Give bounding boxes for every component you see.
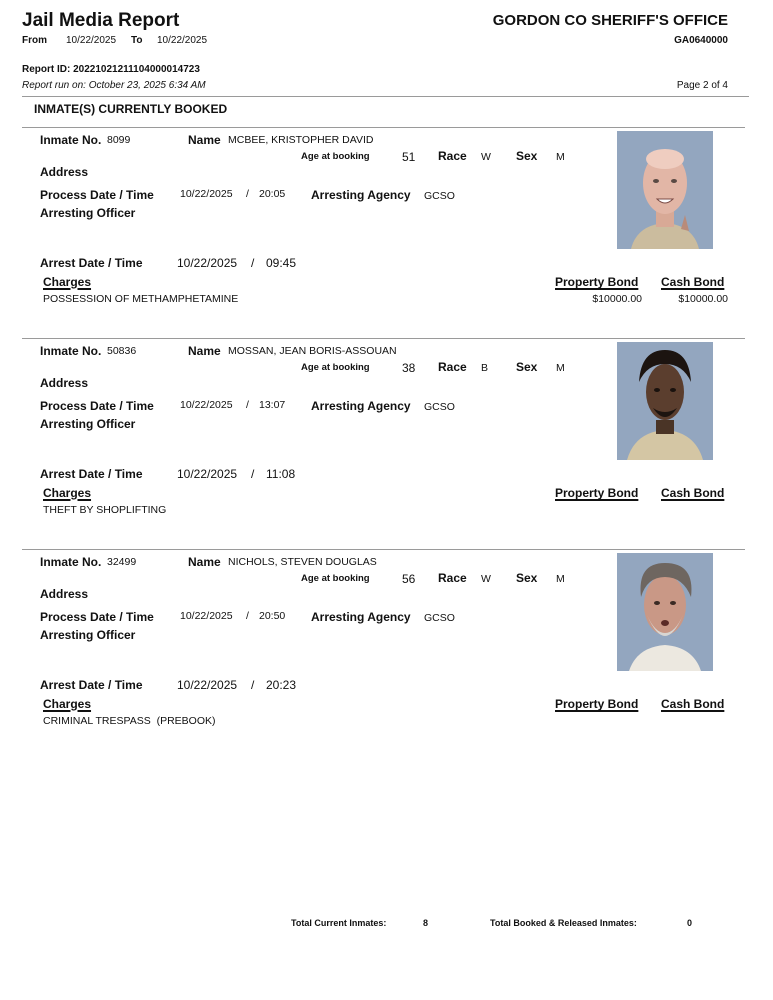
process-time: 20:50 — [259, 610, 286, 622]
arrest-date: 10/22/2025 — [177, 256, 238, 270]
sex-label: Sex — [516, 571, 538, 585]
report-run-on: Report run on: October 23, 2025 6:34 AM — [22, 80, 206, 91]
record-divider — [22, 549, 745, 550]
age-label: Age at booking — [301, 573, 370, 584]
from-label: From — [22, 35, 47, 46]
process-label: Process Date / Time — [40, 610, 154, 624]
arrest-time: 09:45 — [266, 256, 297, 270]
report-title: Jail Media Report — [22, 10, 180, 31]
arrest-slash: / — [251, 678, 255, 692]
race-label: Race — [438, 360, 467, 374]
name-label: Name — [188, 555, 221, 569]
booking-photo — [617, 342, 713, 460]
page-number: Page 2 of 4 — [676, 80, 728, 91]
process-date: 10/22/2025 — [180, 399, 233, 411]
age-label: Age at booking — [301, 362, 370, 373]
booking-photo — [617, 131, 713, 249]
property-bond-label: Property Bond — [555, 697, 639, 711]
charges-label: Charges — [43, 697, 92, 711]
arrest-label: Arrest Date / Time — [40, 256, 143, 270]
header-divider — [22, 96, 749, 97]
office-name: GORDON CO SHERIFF'S OFFICE — [492, 12, 728, 29]
age-value: 38 — [402, 361, 416, 375]
cash-bond-label: Cash Bond — [661, 486, 725, 500]
cash-bond-label: Cash Bond — [661, 275, 725, 289]
to-date: 10/22/2025 — [157, 35, 208, 46]
name-label: Name — [188, 344, 221, 358]
sex-label: Sex — [516, 360, 538, 374]
inmate-no: 8099 — [107, 134, 131, 146]
inmate-no-label: Inmate No. — [40, 133, 102, 147]
section-title: INMATE(S) CURRENTLY BOOKED — [34, 102, 228, 116]
arrest-label: Arrest Date / Time — [40, 678, 143, 692]
officer-label: Arresting Officer — [40, 628, 136, 642]
age-label: Age at booking — [301, 151, 370, 162]
officer-label: Arresting Officer — [40, 417, 136, 431]
process-label: Process Date / Time — [40, 188, 154, 202]
officer-label: Arresting Officer — [40, 206, 136, 220]
agency-value: GCSO — [424, 401, 455, 413]
arrest-time: 11:08 — [266, 467, 296, 481]
charge-text: THEFT BY SHOPLIFTING — [43, 504, 167, 516]
charge-text: POSSESSION OF METHAMPHETAMINE — [43, 293, 239, 305]
address-label: Address — [40, 376, 89, 390]
total-booked-released-value: 0 — [687, 918, 693, 928]
sex-label: Sex — [516, 149, 538, 163]
process-slash: / — [246, 188, 249, 200]
arrest-date: 10/22/2025 — [177, 678, 238, 692]
inmate-no: 32499 — [107, 556, 137, 568]
cash-bond-value: $10000.00 — [678, 293, 728, 305]
property-bond-value: $10000.00 — [592, 293, 642, 305]
total-booked-released-label: Total Booked & Released Inmates: — [490, 918, 637, 928]
arrest-date: 10/22/2025 — [177, 467, 238, 481]
report-id: Report ID: 20221021211104000014723 — [22, 64, 200, 75]
charge-text: CRIMINAL TRESPASS (PREBOOK) — [43, 715, 216, 727]
section-divider — [22, 127, 745, 128]
property-bond-label: Property Bond — [555, 486, 639, 500]
to-label: To — [131, 35, 143, 46]
agency-label: Arresting Agency — [311, 188, 411, 202]
arrest-slash: / — [251, 256, 255, 270]
address-label: Address — [40, 165, 89, 179]
agency-label: Arresting Agency — [311, 610, 411, 624]
address-label: Address — [40, 587, 89, 601]
inmate-no: 50836 — [107, 345, 137, 357]
sex-value: M — [556, 151, 565, 163]
process-slash: / — [246, 399, 249, 411]
race-label: Race — [438, 571, 467, 585]
charges-label: Charges — [43, 486, 92, 500]
arrest-time: 20:23 — [266, 678, 297, 692]
inmate-name: MOSSAN, JEAN BORIS-ASSOUAN — [228, 345, 397, 357]
arrest-slash: / — [251, 467, 255, 481]
inmate-no-label: Inmate No. — [40, 555, 102, 569]
age-value: 56 — [402, 572, 416, 586]
inmate-no-label: Inmate No. — [40, 344, 102, 358]
agency-label: Arresting Agency — [311, 399, 411, 413]
race-label: Race — [438, 149, 467, 163]
sex-value: M — [556, 573, 565, 585]
charges-label: Charges — [43, 275, 92, 289]
process-slash: / — [246, 610, 249, 622]
arrest-label: Arrest Date / Time — [40, 467, 143, 481]
process-label: Process Date / Time — [40, 399, 154, 413]
race-value: B — [481, 362, 489, 374]
cash-bond-label: Cash Bond — [661, 697, 725, 711]
age-value: 51 — [402, 150, 416, 164]
process-date: 10/22/2025 — [180, 610, 233, 622]
agency-value: GCSO — [424, 612, 455, 624]
name-label: Name — [188, 133, 221, 147]
total-current-value: 8 — [423, 918, 429, 928]
agency-value: GCSO — [424, 190, 455, 202]
total-current-label: Total Current Inmates: — [291, 918, 387, 928]
from-date: 10/22/2025 — [66, 35, 117, 46]
booking-photo — [617, 553, 713, 671]
race-value: W — [481, 573, 491, 585]
process-time: 20:05 — [259, 188, 286, 200]
inmate-name: NICHOLS, STEVEN DOUGLAS — [228, 556, 377, 568]
inmate-name: MCBEE, KRISTOPHER DAVID — [228, 134, 374, 146]
process-date: 10/22/2025 — [180, 188, 233, 200]
property-bond-label: Property Bond — [555, 275, 639, 289]
record-divider — [22, 338, 745, 339]
ori-code: GA0640000 — [674, 35, 728, 46]
process-time: 13:07 — [259, 399, 286, 411]
race-value: W — [481, 151, 491, 163]
sex-value: M — [556, 362, 565, 374]
